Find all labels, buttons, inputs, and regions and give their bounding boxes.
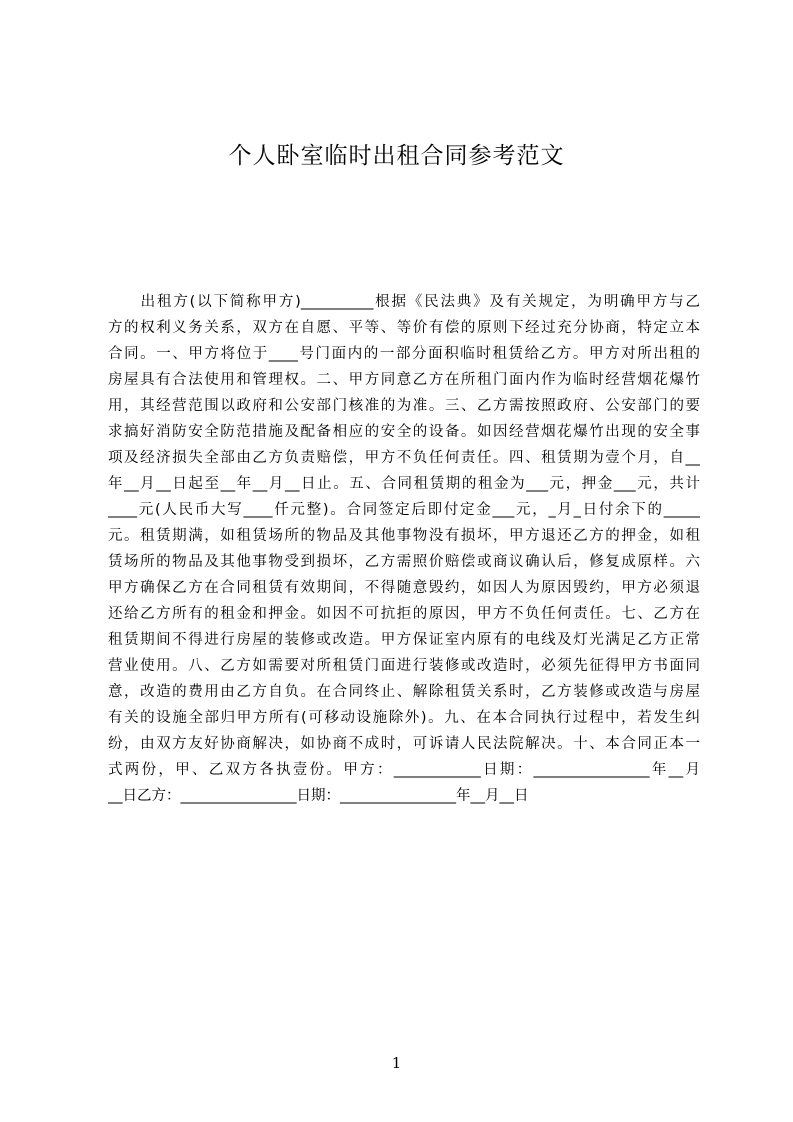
body-line: 元。租赁期满，如租赁场所的物品及其他事物没有损坏，甲方退还乙方的押金，如租 xyxy=(108,528,700,544)
body-line: 合同。一、甲方将位于____号门面内的一部分面积临时租赁给乙方。甲方对所出租的 xyxy=(108,346,700,362)
body-line: 赁场所的物品及其他事物受到损坏，乙方需照价赔偿或商议确认后，修复成原样。六 xyxy=(108,554,700,570)
body-line: 求搞好消防安全防范措施及配备相应的安全的设备。如因经营烟花爆竹出现的安全事 xyxy=(108,424,700,440)
contract-body xyxy=(108,289,700,809)
body-line: 租赁期间不得进行房屋的装修或改造。甲方保证室内原有的电线及灯光满足乙方正常 xyxy=(108,632,700,648)
body-line: 营业使用。八、乙方如需要对所租赁门面进行装修或改造时，必须先征得甲方书面同 xyxy=(108,658,700,674)
body-line: ____元(人民币大写____仟元整)。合同签定后即付定金___元，_月_日付余下的_____ xyxy=(108,502,700,518)
page-number: 1 xyxy=(391,1054,402,1072)
document-title: 个人卧室临时出租合同参考范文 xyxy=(228,143,565,169)
body-line: 有关的设施全部归甲方所有(可移动设施除外)。九、在本合同执行过程中，若发生纠 xyxy=(108,710,700,726)
body-line-last: __日乙方：________________日期：________________年__月__日 xyxy=(108,788,529,804)
body-line: 方的权利义务关系，双方在自愿、平等、等价有偿的原则下经过充分协商，特定立本 xyxy=(108,320,700,336)
body-line: 纷，由双方友好协商解决，如协商不成时，可诉请人民法院解决。十、本合同正本一 xyxy=(108,736,700,752)
body-line: 意，改造的费用由乙方自负。在合同终止、解除租赁关系时，乙方装修或改造与房屋 xyxy=(108,684,700,700)
body-line: 式两份，甲、乙双方各执壹份。甲方：____________日期：________________年__月 xyxy=(108,762,700,778)
body-line: 甲方确保乙方在合同租赁有效期间，不得随意毁约，如因人为原因毁约，甲方必须退 xyxy=(108,580,700,596)
body-line: 出租方(以下简称甲方)__________根据《民法典》及有关规定，为明确甲方与乙 xyxy=(108,294,700,310)
body-line: 房屋具有合法使用和管理权。二、甲方同意乙方在所租门面内作为临时经营烟花爆竹 xyxy=(108,372,700,388)
body-line: 还给乙方所有的租金和押金。如因不可抗拒的原因，甲方不负任何责任。七、乙方在 xyxy=(108,606,700,622)
body-line: 用，其经营范围以政府和公安部门核准的为准。三、乙方需按照政府、公安部门的要 xyxy=(108,398,700,414)
body-line: 年__月__日起至__年__月__日止。五、合同租赁期的租金为___元，押金___元，共计 xyxy=(108,476,700,492)
body-line: 项及经济损失全部由乙方负责赔偿，甲方不负任何责任。四、租赁期为壹个月，自__ xyxy=(108,450,700,466)
